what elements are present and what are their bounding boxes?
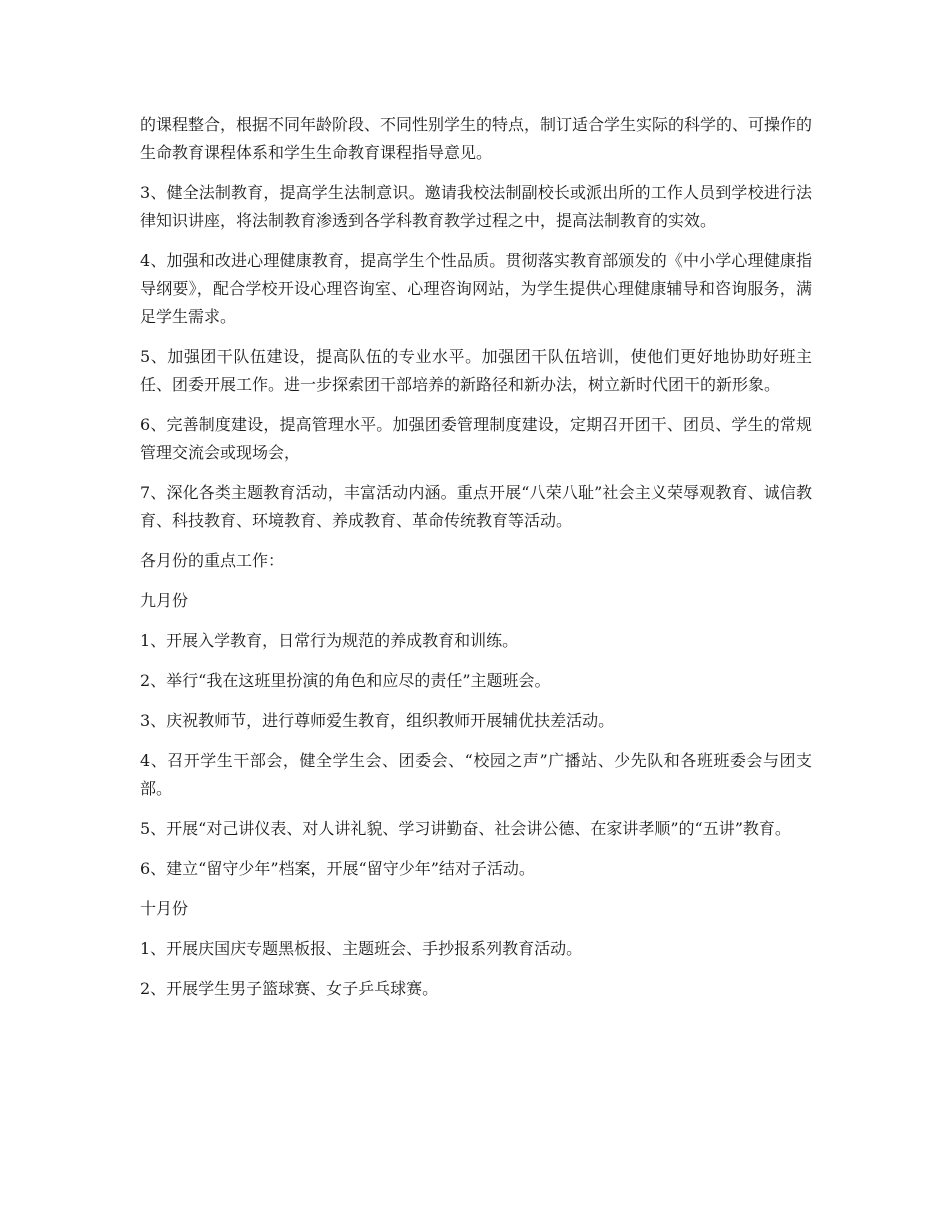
heading-september: 九月份 <box>140 591 189 610</box>
heading-october: 十月份 <box>140 899 189 918</box>
list-item: 6、建立“留守少年”档案，开展“留守少年”结对子活动。 <box>140 859 535 878</box>
paragraph-mental-health: 4、加强和改进心理健康教育，提高学生个性品质。贯彻落实教育部颁发的《中小学心理健康指导纲要》，配合学校开设心理咨询室、心理咨询网站，为学生提供心理健康辅导和咨询服务，满足学生需求。 <box>140 251 812 326</box>
document-page <box>140 111 812 1015</box>
paragraph-theme-education: 7、深化各类主题教育活动，丰富活动内涵。重点开展“八荣八耻”社会主义荣辱观教育、诚信教育、科技教育、环境教育、养成教育、革命传统教育等活动。 <box>140 483 812 530</box>
paragraph-curriculum-integration: 的课程整合，根据不同年龄阶段、不同性别学生的特点，制订适合学生实际的科学的、可操作的生命教育课程体系和学生生命教育课程指导意见。 <box>140 115 813 162</box>
list-item: 1、开展庆国庆专题黑板报、主题班会、手抄报系列教育活动。 <box>140 939 583 958</box>
list-item: 2、开展学生男子篮球赛、女子乒乓球赛。 <box>140 979 439 998</box>
list-item: 4、召开学生干部会，健全学生会、团委会、“校园之声”广播站、少先队和各班班委会与团支部。 <box>140 751 812 798</box>
list-item: 5、开展“对己讲仪表、对人讲礼貌、学习讲勤奋、社会讲公德、在家讲孝顺”的“五讲”教育。 <box>140 819 791 838</box>
heading-monthly-work: 各月份的重点工作： <box>140 551 285 570</box>
paragraph-legal-education: 3、健全法制教育，提高学生法制意识。邀请我校法制副校长或派出所的工作人员到学校进行法律知识讲座，将法制教育渗透到各学科教育教学过程之中，提高法制教育的实效。 <box>140 183 812 230</box>
list-item: 3、庆祝教师节，进行尊师爱生教育，组织教师开展辅优扶差活动。 <box>140 711 615 730</box>
list-item: 2、举行“我在这班里扮演的角色和应尽的责任”主题班会。 <box>140 671 551 690</box>
list-item: 1、开展入学教育，日常行为规范的养成教育和训练。 <box>140 631 519 650</box>
paragraph-system-building: 6、完善制度建设，提高管理水平。加强团委管理制度建设，定期召开团干、团员、学生的常规管理交流会或现场会， <box>140 415 812 462</box>
paragraph-league-cadre: 5、加强团干队伍建设，提高队伍的专业水平。加强团干队伍培训，使他们更好地协助好班主任、团委开展工作。进一步探索团干部培养的新路径和新办法，树立新时代团干的新形象。 <box>140 347 812 394</box>
